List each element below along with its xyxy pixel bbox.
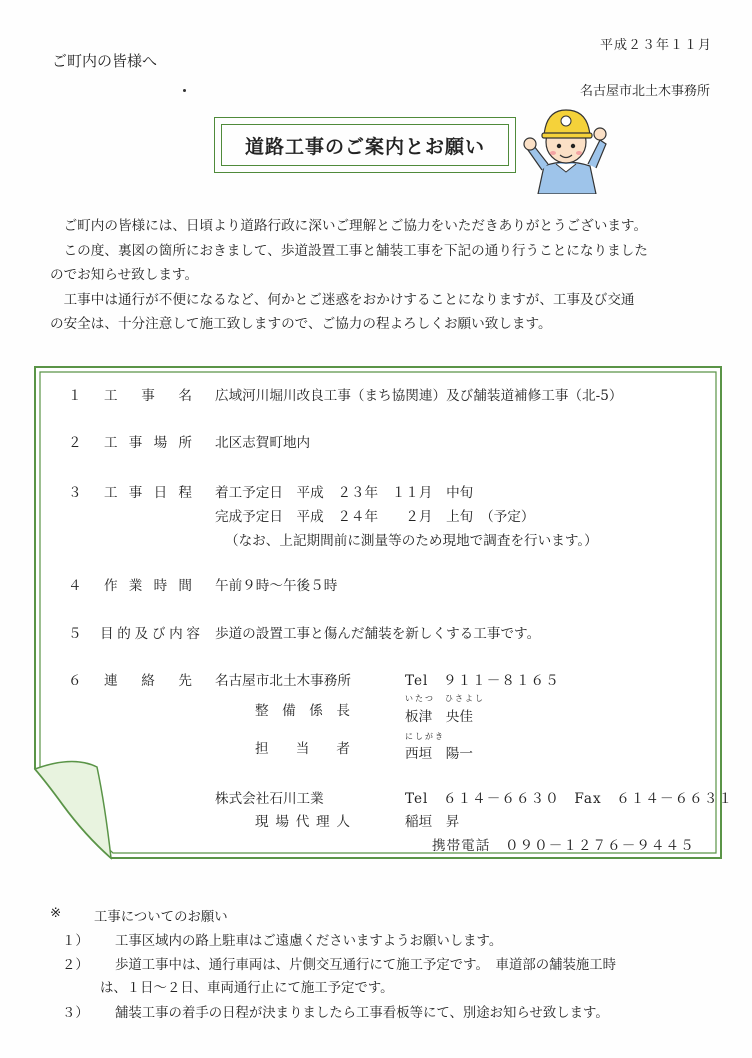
item-2-label-char: 工 [104, 435, 118, 451]
note-1-text: 工事区域内の路上駐車はご遠慮くださいますようお願いします。 [115, 934, 503, 949]
title-frame [214, 117, 516, 173]
contact-role-3-char: 現 [255, 814, 269, 830]
item-4-label [104, 574, 192, 594]
note-2-text-cont: は、１日～２日、車両通行止にて施工予定です。 [100, 981, 394, 996]
contact-name-2-ruby: にしがき [405, 732, 445, 741]
contact-name-1: 板津 央佳 [405, 709, 473, 725]
item-5-number: ５ [68, 626, 82, 642]
item-1-label-char: 事 [141, 388, 155, 404]
item-2-number: ２ [68, 435, 82, 451]
contact-org-2-tel: Tel ６１４－６６３０ Fax ６１４－６６３１ [405, 791, 733, 807]
item-6-label-char: 連 [104, 673, 118, 689]
contact-role-2-char: 当 [295, 741, 310, 757]
item-5-label-char: 及 [134, 626, 149, 642]
note-3-number: ３） [62, 1006, 89, 1021]
item-5-label-char: 内 [169, 626, 183, 642]
contact-role-2-char: 者 [336, 741, 350, 757]
item-1-label-char: 名 [178, 388, 192, 404]
speck [183, 89, 186, 92]
item-4-label-char: 業 [128, 578, 143, 594]
item-5-label [100, 622, 200, 642]
item-5-label-char: び [151, 626, 166, 642]
item-6-number: ６ [68, 673, 82, 689]
item-4-label-char: 間 [178, 578, 192, 594]
contact-role-3-char: 人 [336, 814, 350, 830]
item-4-value: 午前９時～午後５時 [215, 578, 338, 594]
contact-name-3: 稲垣 昇 [405, 814, 460, 830]
notes-heading: 工事についてのお願い [94, 910, 228, 925]
contact-role-3-char: 場 [275, 814, 289, 830]
note-1-number: １） [62, 934, 89, 949]
page-title: 道路工事のご案内とお願い [221, 124, 509, 166]
item-4-label-char: 時 [153, 578, 168, 594]
intro-line-1: ご町内の皆様には、日頃より道路行政に深いご理解とご協力をいただきありがとうございます。 [50, 218, 648, 234]
contact-role-1-char: 長 [336, 703, 350, 719]
item-5-value: 歩道の設置工事と傷んだ舗装を新しくする工事です。 [215, 626, 541, 642]
item-6-label [104, 669, 192, 689]
contact-org-2: 株式会社石川工業 [215, 791, 324, 807]
intro-line-4: 工事中は通行が不便になるなど、何かとご迷惑をおかけすることになりますが、工事及び交通 [50, 291, 635, 308]
note-2-text: 歩道工事中は、通行車両は、片側交互通行にて施工予定です。 車道部の舗装施工時 [115, 958, 617, 973]
item-3-label-char: 工 [104, 485, 118, 501]
contact-role-1-char: 備 [282, 703, 296, 719]
worker-mascot-illustration [520, 104, 612, 194]
contact-mobile: 携帯電話 ０９０－１２７６－９４４５ [432, 838, 695, 854]
item-5-label-char: 容 [186, 626, 200, 642]
contact-name-1-ruby: いたつ ひさよし [405, 694, 485, 703]
item-3-end: 完成予定日 平成 ２４年 ２月 上旬 （予定） [215, 509, 535, 525]
item-5-label-char: 的 [117, 626, 131, 642]
item-4-label-char: 作 [104, 578, 118, 594]
item-3-label [104, 481, 192, 501]
contact-role-3 [255, 810, 350, 830]
contact-org-1: 名古屋市北土木事務所 [215, 673, 351, 689]
item-1-value: 広域河川堀川改良工事（まち協関連）及び舗装道補修工事（北-5） [215, 388, 623, 404]
contact-role-1-char: 整 [255, 703, 269, 719]
item-6-label-char: 先 [178, 673, 192, 689]
intro-line-3: のでお知らせ致します。 [50, 267, 199, 283]
addressee: ご町内の皆様へ [52, 52, 158, 70]
notes-mark: ※ [50, 906, 62, 921]
item-3-label-char: 程 [178, 485, 192, 501]
note-2-number: ２） [62, 958, 89, 973]
contact-role-3-char: 理 [316, 814, 330, 830]
item-2-value: 北区志賀町地内 [215, 435, 311, 451]
contact-role-1 [255, 699, 350, 719]
item-3-label-char: 日 [153, 485, 168, 501]
intro-line-5: の安全は、十分注意して施工致しますので、ご協力の程よろしくお願い致します。 [50, 316, 552, 332]
contact-role-1-char: 係 [309, 703, 323, 719]
item-2-label-char: 所 [178, 435, 192, 451]
item-2-label [104, 431, 192, 451]
contact-name-2: 西垣 陽一 [405, 746, 473, 762]
item-2-label-char: 場 [153, 435, 168, 451]
contact-org-1-tel: Tel ９１１－８１６５ [405, 673, 560, 689]
contact-role-2 [255, 737, 350, 757]
item-1-label-char: 工 [104, 388, 118, 404]
item-6-label-char: 絡 [141, 673, 155, 689]
item-3-number: ３ [68, 485, 82, 501]
contact-role-3-char: 代 [295, 814, 310, 830]
item-3-start: 着工予定日 平成 ２３年 １１月 中旬 [215, 485, 474, 501]
item-3-label-char: 事 [128, 485, 143, 501]
item-4-number: ４ [68, 578, 82, 594]
issue-date: 平成２３年１１月 [599, 38, 712, 53]
issuing-office: 名古屋市北土木事務所 [579, 84, 710, 99]
item-1-label [104, 384, 192, 404]
item-5-label-char: 目 [100, 626, 114, 642]
item-3-note: （なお、上記期間前に測量等のため現地で調査を行います。） [225, 533, 598, 549]
intro-text [50, 214, 720, 337]
item-2-label-char: 事 [128, 435, 143, 451]
intro-line-2: この度、裏図の箇所におきまして、歩道設置工事と舗装工事を下記の通り行うことになりました [50, 242, 648, 259]
contact-role-2-char: 担 [255, 741, 269, 757]
note-3-text: 舗装工事の着手の日程が決まりましたら工事看板等にて、別途お知らせ致します。 [115, 1006, 609, 1021]
item-1-number: １ [68, 388, 82, 404]
